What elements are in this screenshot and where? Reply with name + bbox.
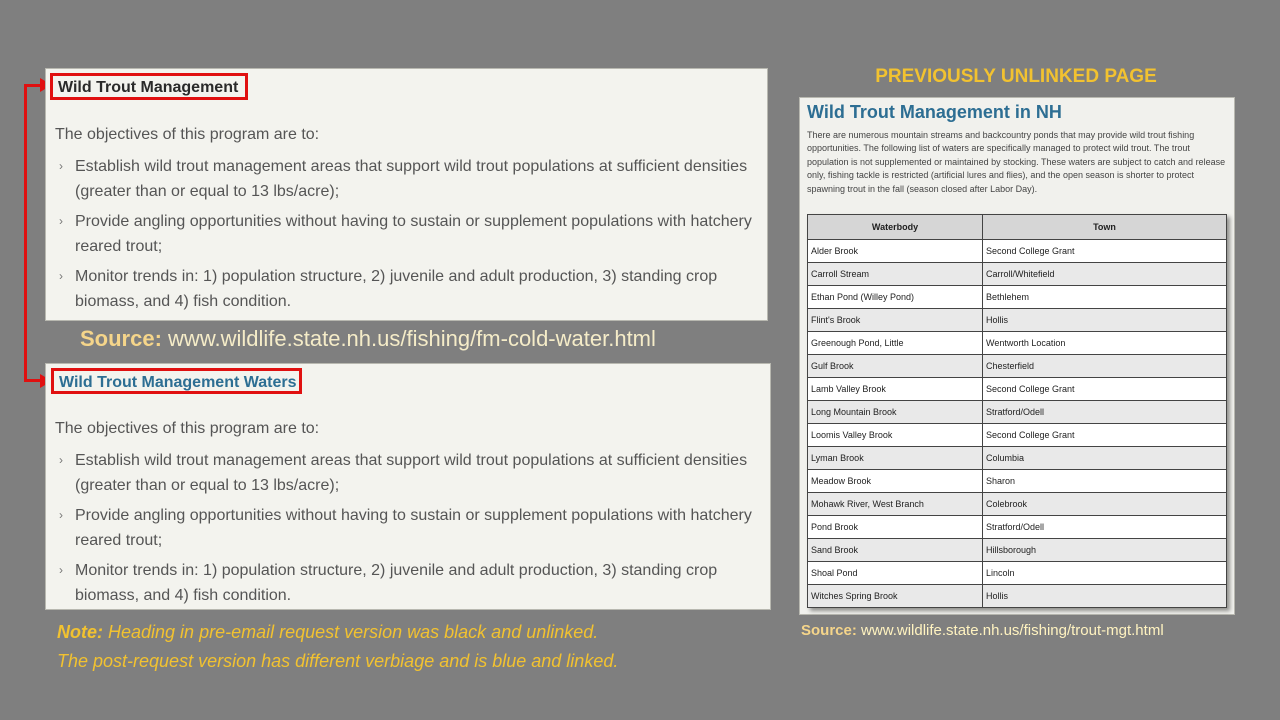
table-row — [808, 585, 1227, 608]
chevron-right-icon: › — [59, 508, 63, 522]
town-cell: Lincoln — [983, 562, 1227, 585]
trout-mgt-page-panel — [799, 97, 1235, 615]
table-row — [808, 539, 1227, 562]
town-cell: Hillsborough — [983, 539, 1227, 562]
waterbody-cell: Greenough Pond, Little — [808, 332, 983, 355]
table-row — [808, 286, 1227, 309]
chevron-right-icon: › — [59, 453, 63, 467]
previously-unlinked-caption: PREVIOUSLY UNLINKED PAGE — [875, 66, 1157, 87]
table-row — [808, 401, 1227, 424]
table-row — [808, 470, 1227, 493]
source-caption-2: Source: www.wildlife.state.nh.us/fishing/trout-mgt.html — [801, 622, 1164, 639]
town-cell: Second College Grant — [983, 240, 1227, 263]
after-intro: The objectives of this program are to: — [55, 420, 320, 437]
column-header-town: Town — [983, 215, 1227, 240]
town-cell: Sharon — [983, 470, 1227, 493]
chevron-right-icon: › — [59, 563, 63, 577]
waterbody-cell: Mohawk River, West Branch — [808, 493, 983, 516]
table-row — [808, 378, 1227, 401]
list-item: › Monitor trends in: 1) population structure, 2) juvenile and adult production, 3) standing crop biomass, and 4) fish condition. — [55, 558, 755, 608]
column-header-waterbody: Waterbody — [808, 215, 983, 240]
town-cell: Hollis — [983, 309, 1227, 332]
waterbody-cell: Loomis Valley Brook — [808, 424, 983, 447]
town-cell: Stratford/Odell — [983, 401, 1227, 424]
table-row — [808, 424, 1227, 447]
waterbody-cell: Shoal Pond — [808, 562, 983, 585]
table-body — [808, 240, 1227, 608]
town-cell: Chesterfield — [983, 355, 1227, 378]
waterbody-cell: Flint's Brook — [808, 309, 983, 332]
table-row — [808, 493, 1227, 516]
waterbody-cell: Gulf Brook — [808, 355, 983, 378]
waterbody-cell: Lamb Valley Brook — [808, 378, 983, 401]
town-cell: Wentworth Location — [983, 332, 1227, 355]
connector-line-vertical — [24, 84, 27, 382]
after-bullet-list — [55, 448, 755, 613]
waterbody-cell: Pond Brook — [808, 516, 983, 539]
town-cell: Stratford/Odell — [983, 516, 1227, 539]
town-cell: Columbia — [983, 447, 1227, 470]
chevron-right-icon: › — [59, 269, 63, 283]
waterbody-table — [807, 214, 1227, 608]
list-item: › Provide angling opportunities without having to sustain or supplement populations with hatchery reared trout; — [55, 503, 755, 553]
waterbody-cell: Long Mountain Brook — [808, 401, 983, 424]
list-item: › Establish wild trout management areas that support wild trout populations at sufficient densities (greater than or equal to 13 lbs/acre); — [55, 448, 755, 498]
waterbody-cell: Meadow Brook — [808, 470, 983, 493]
waterbody-cell: Witches Spring Brook — [808, 585, 983, 608]
town-cell: Hollis — [983, 585, 1227, 608]
chevron-right-icon: › — [59, 159, 63, 173]
table-row — [808, 309, 1227, 332]
town-cell: Carroll/Whitefield — [983, 263, 1227, 286]
table-row — [808, 562, 1227, 585]
waterbody-cell: Alder Brook — [808, 240, 983, 263]
after-heading-link[interactable]: Wild Trout Management Waters — [51, 368, 302, 394]
waterbody-cell: Ethan Pond (Willey Pond) — [808, 286, 983, 309]
town-cell: Colebrook — [983, 493, 1227, 516]
list-item: › Monitor trends in: 1) population structure, 2) juvenile and adult production, 3) standing crop biomass, and 4) fish condition. — [55, 264, 755, 314]
table-row — [808, 516, 1227, 539]
before-heading: Wild Trout Management — [50, 73, 248, 100]
town-cell: Second College Grant — [983, 378, 1227, 401]
before-intro: The objectives of this program are to: — [55, 126, 320, 143]
table-row — [808, 240, 1227, 263]
source-caption-1: Source: www.wildlife.state.nh.us/fishing/fm-cold-water.html — [80, 326, 656, 351]
town-cell: Second College Grant — [983, 424, 1227, 447]
town-cell: Bethlehem — [983, 286, 1227, 309]
waterbody-cell: Lyman Brook — [808, 447, 983, 470]
list-item: › Establish wild trout management areas that support wild trout populations at sufficient densities (greater than or equal to 13 lbs/acre); — [55, 154, 755, 204]
table-row — [808, 263, 1227, 286]
chevron-right-icon: › — [59, 214, 63, 228]
intro-paragraph: There are numerous mountain streams and backcountry ponds that may provide wild trout fishing opportunities. The following list of waters are specifically managed to protect wild trout. The trout population is not supplemented or maintained by stocking. These waters are subject to catch and release only, fishing tackle is restricted (artificial lures and flies), and the open season is shorter to protect spawning trout in the fall (season closed after Labor Day). — [807, 130, 1226, 194]
list-item: › Provide angling opportunities without having to sustain or supplement populations with hatchery reared trout; — [55, 209, 755, 259]
table-row — [808, 332, 1227, 355]
table-row — [808, 447, 1227, 470]
before-screenshot-panel — [45, 68, 768, 321]
table-row — [808, 355, 1227, 378]
after-screenshot-panel — [45, 363, 771, 610]
waterbody-cell: Carroll Stream — [808, 263, 983, 286]
page-title: Wild Trout Management in NH — [807, 102, 1062, 122]
before-bullet-list — [55, 154, 755, 319]
waterbody-cell: Sand Brook — [808, 539, 983, 562]
note-text: Note: Heading in pre-email request version was black and unlinked. The post-request version has different verbiage and is blue and linked. — [57, 622, 619, 671]
